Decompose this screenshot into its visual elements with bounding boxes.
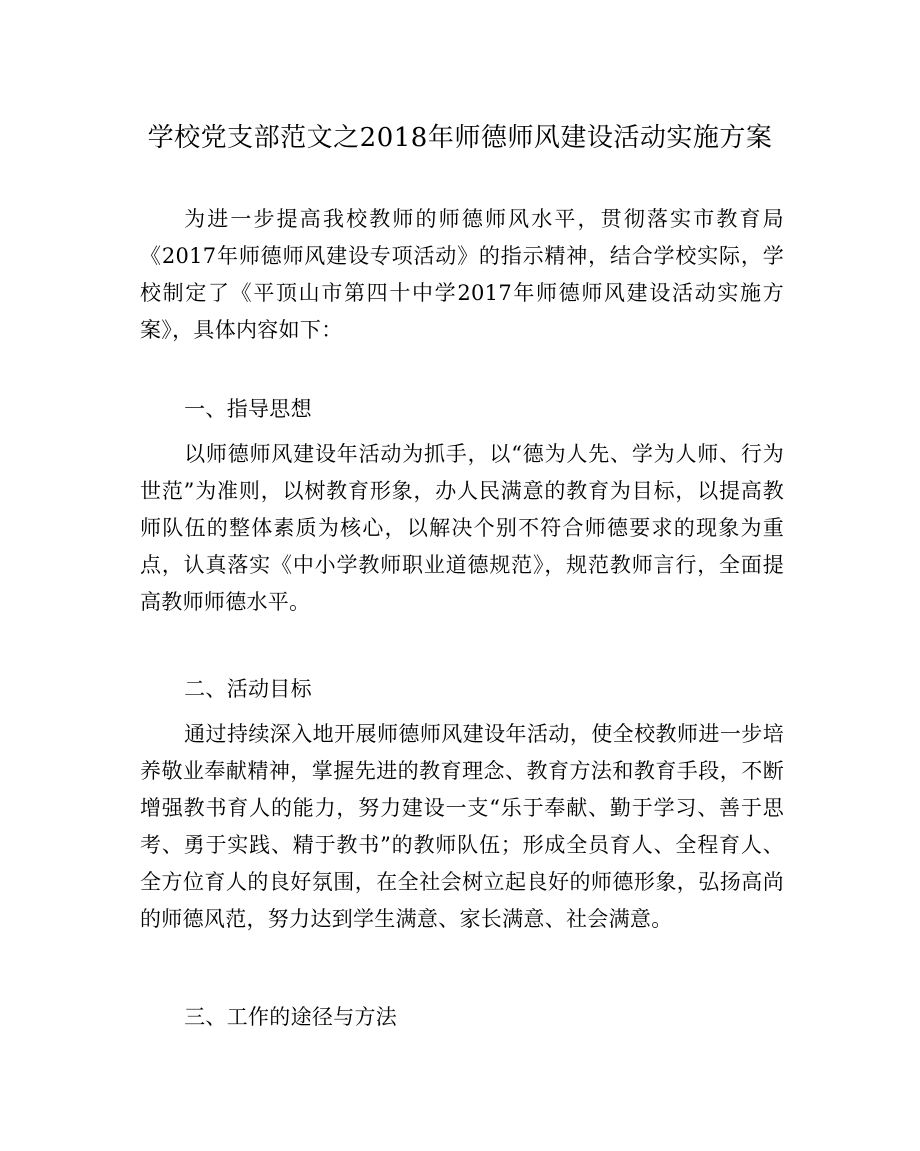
guiding-ideology-paragraph: 以师德师风建设年活动为抓手，以“德为人先、学为人师、行为世范”为准则，以树教育形象，办人民满意的教育为目标，以提高教师队伍的整体素质为核心，以解决个别不符合师德要求的现象为重点，认真落实《中小学教师职业道德规范》，规范教师言行，全面提高教师师德水平。 xyxy=(140,442,784,614)
activity-goals-paragraph: 通过持续深入地开展师德师风建设年活动，使全校教师进一步培养敬业奉献精神，掌握先进的教育理念、教育方法和教育手段，不断增强教书育人的能力，努力建设一支“乐于奉献、勤于学习、善于思考、勇于实践、精于教书”的教师队伍；形成全员育人、全程育人、全方位育人的良好氛围，在全社会树立起良好的师德形象，弘扬高尚的师德风范，努力达到学生满意、家长满意、社会满意。 xyxy=(140,722,784,931)
document-title: 学校党支部范文之2018年师德师风建设活动实施方案 xyxy=(147,123,773,153)
section-heading-work-methods: 三、工作的途径与方法 xyxy=(184,1005,398,1029)
section-heading-activity-goals: 二、活动目标 xyxy=(184,677,312,701)
section-heading-guiding-ideology: 一、指导思想 xyxy=(184,397,312,421)
intro-paragraph: 为进一步提高我校教师的师德师风水平，贯彻落实市教育局《2017年师德师风建设专项活动》的指示精神，结合学校实际，学校制定了《平顶山市第四十中学2017年师德师风建设活动实施方案》，具体内容如下： xyxy=(140,207,784,342)
